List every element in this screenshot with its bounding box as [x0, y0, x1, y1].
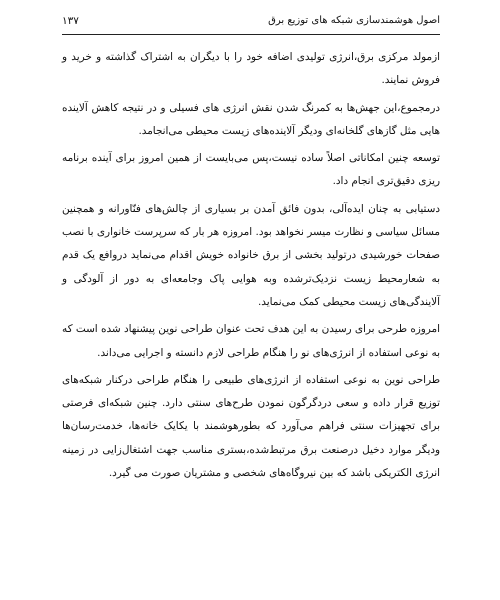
header-rule: [62, 34, 440, 35]
paragraph-2: درمجموع،این جهش‌ها به کمرنگ شدن نقش انرژی های فسیلی و در نتیجه کاهش آلاینده هایی مثل گازهای گلخانه‌ای ودیگر آلاینده‌های زیست محیطی می‌انجامد.: [62, 101, 440, 137]
paragraph-5: امروزه طرحی برای رسیدن به این هدف تحت عنوان طراحی نوین پیشنهاد شده است که به نوعی استفاده از انرژی‌های نو را هنگام طراحی لازم دانسته و اجرایی می‌داند.: [62, 323, 440, 359]
page-number: ۱۳۷: [62, 15, 79, 27]
page-header: [62, 12, 440, 32]
paragraph-6: طراحی نوین به نوعی استفاده از انرژی‌های طبیعی را هنگام طراحی درکنار شبکه‌های توزیع قرار داده و سعی دردگرگون نمودن طرح‌های سنتی دارد. چنین شبکه‌ای فرصتی برای تجهیزات سنتی فراهم می‌آورد که بطورهوشمند با یکایک خانه‌ها، خدمت‌رسان‌ها ودیگر موارد دخیل درصنعت برق مرتبط‌شده،بستری مناسب جهت اشتغال‌زایی در زمینه انرژی الکتریکی باشد که بین نیروگاه‌های شخصی و مشتریان صورت می گیرد.: [62, 373, 440, 480]
body-text: [62, 46, 440, 489]
paragraph-3: توسعه چنین امکاناتی اصلاً ساده نیست،پس می‌بایست از همین امروز برای آینده برنامه ریزی دقیق‌تری انجام داد.: [62, 152, 440, 188]
paragraph-4: دستیابی به چنان ایده‌آلی، بدون فائق آمدن بر بسیاری از چالش‌های فنّاورانه و همچنین مسائل سیاسی و نظارت میسر نخواهد بود. امروزه هر بار که سرپرست خانواری با نصب صفحات خورشیدی درتولید بخشی از برق خانواده خویش اقدام می‌نماید دروافع یک قدم به شعارمحیط زیست نزدیک‌ترشده وبه هوایی پاک وجامعه‌ای به دور از آلودگی و آلایندگی‌های زیست محیطی کمک می‌نماید.: [62, 202, 440, 308]
running-title: اصول هوشمندسازی شبکه های توزیع برق: [268, 15, 440, 26]
paragraph-1: ازمولد مرکزی برق،انرژی تولیدی اضافه خود را با دیگران به اشتراک گذاشته و خرید و فروش نمایند.: [62, 51, 440, 87]
